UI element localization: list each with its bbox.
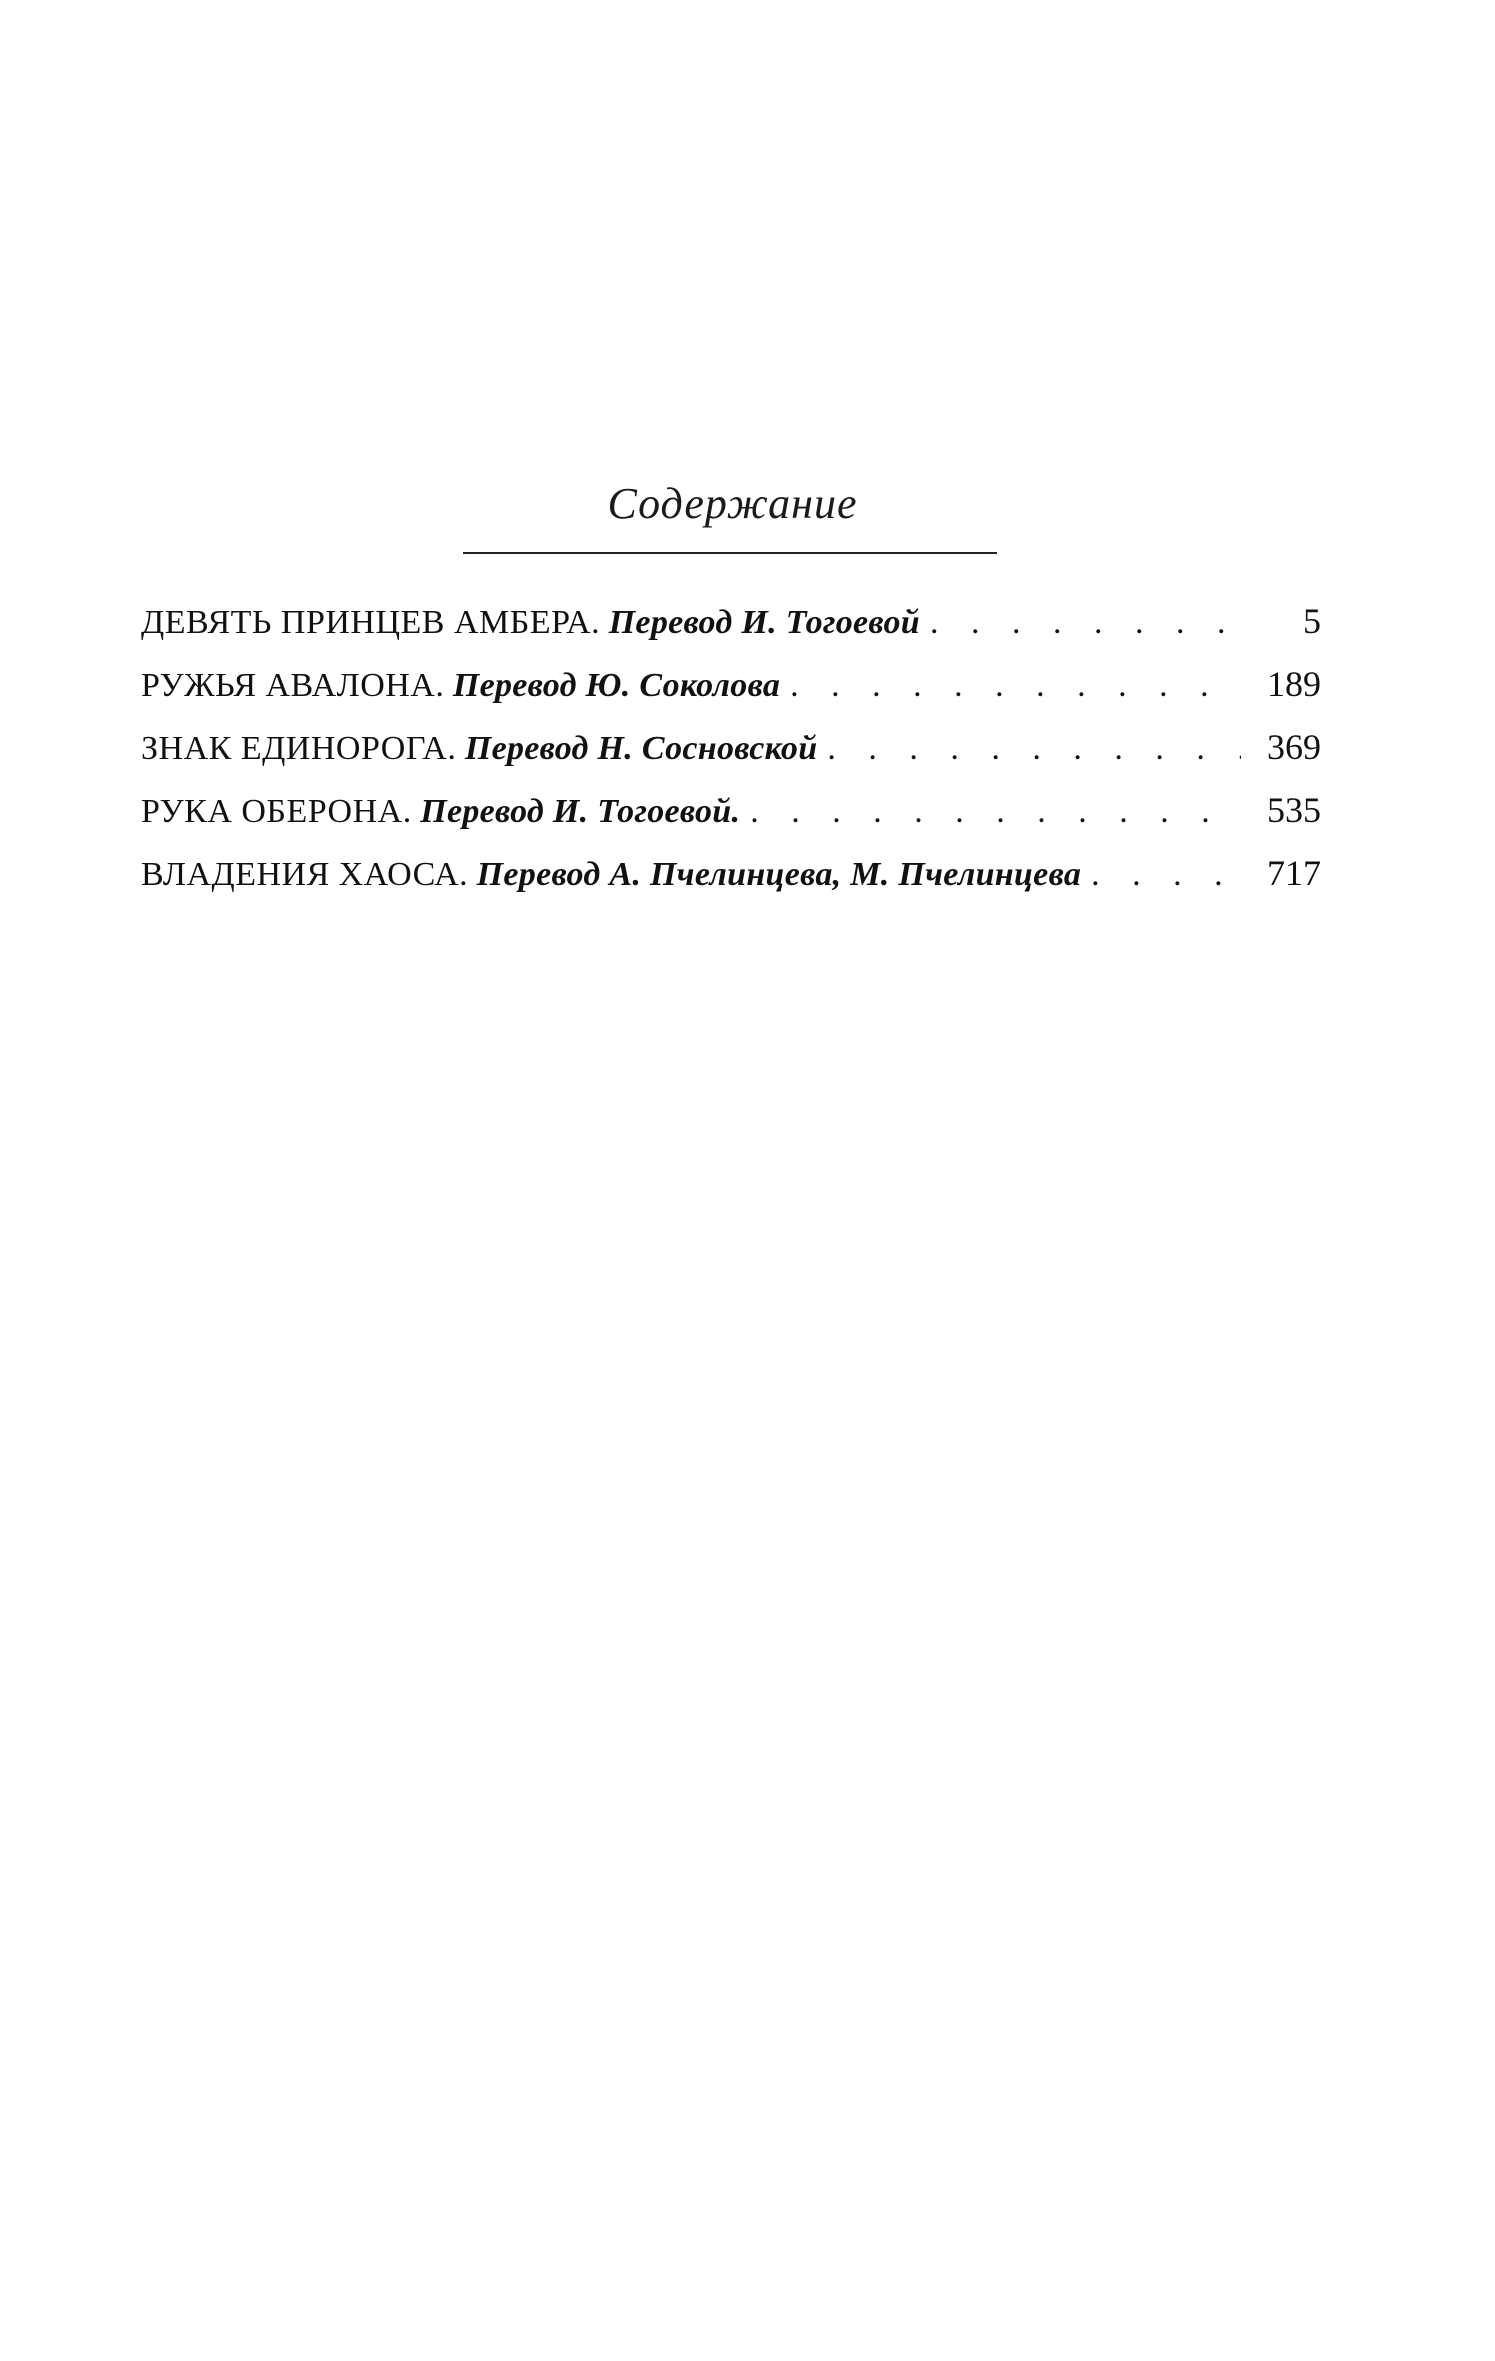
toc-entry: [141, 600, 1321, 663]
entry-title: ДЕВЯТЬ ПРИНЦЕВ АМБЕРА.: [141, 604, 601, 641]
entry-translator: Перевод Ю. Соколова: [452, 667, 781, 704]
entry-title: РУКА ОБЕРОНА.: [141, 793, 412, 830]
toc-entry: [141, 789, 1321, 852]
entry-title: ВЛАДЕНИЯ ХАОСА.: [141, 856, 469, 893]
dot-leader: [790, 667, 1241, 705]
dot-leader: [827, 730, 1241, 768]
toc-entry: [141, 852, 1321, 915]
entry-translator: Перевод И. Тогоевой.: [420, 793, 741, 830]
entry-translator: Перевод А. Пчелинцева, М. Пчелинцева: [476, 856, 1082, 893]
dot-leader: [1091, 856, 1241, 894]
entry-page-number: 535: [1267, 790, 1321, 830]
entry-title: РУЖЬЯ АВАЛОНА.: [141, 667, 445, 704]
entry-title: ЗНАК ЕДИНОРОГА.: [141, 730, 457, 767]
toc-list: [141, 600, 1321, 915]
entry-page-number: 5: [1303, 601, 1321, 641]
heading-rule: [463, 552, 997, 554]
entry-translator: Перевод Н. Сосновской: [464, 730, 818, 767]
entry-translator: Перевод И. Тогоевой: [608, 604, 920, 641]
toc-heading: Содержание: [607, 479, 858, 528]
dot-leader: [750, 793, 1241, 831]
entry-page-number: 189: [1267, 664, 1321, 704]
toc-entry: [141, 663, 1321, 726]
entry-page-number: 369: [1267, 727, 1321, 767]
entry-page-number: 717: [1267, 853, 1321, 893]
dot-leader: [930, 604, 1241, 642]
toc-entry: [141, 726, 1321, 789]
